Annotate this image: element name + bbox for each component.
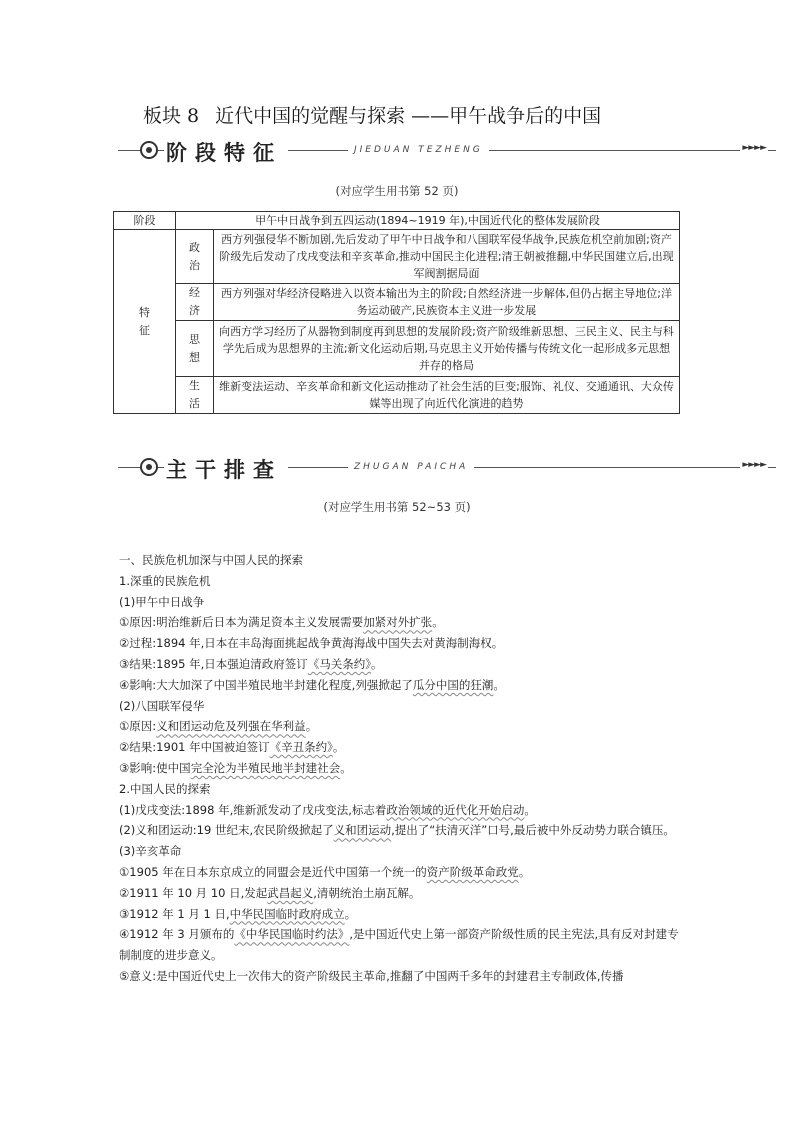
- target-icon: [140, 458, 158, 476]
- list-item: ③影响:使中国完全沦为半殖民地半封建社会。: [119, 760, 352, 775]
- arrows-icon: ►►►►: [742, 460, 766, 470]
- row-label: 政治: [189, 240, 200, 272]
- subheading: (2)八国联军侵华: [119, 698, 205, 713]
- list-item: ②1911 年 10 月 10 日,发起武昌起义,清朝统治土崩瓦解。: [119, 885, 421, 900]
- stage-text: 甲午中日战争到五四运动(1894~1919 年),中国近代化的整体发展阶段: [176, 212, 680, 230]
- table-row: [114, 284, 680, 321]
- list-item: ①原因:义和团运动危及列强在华利益。: [119, 719, 318, 734]
- list-item: ②结果:1901 年中国被迫签订《辛丑条约》。: [119, 740, 345, 755]
- section-title: 阶段特征: [164, 137, 288, 167]
- table-row: [114, 321, 680, 377]
- title-prefix: 板块: [143, 105, 182, 127]
- list-item: ⑤意义:是中国近代史上一次伟大的资产阶级民主革命,推翻了中国两千多年的封建君主专制政体,传播: [119, 968, 624, 983]
- section-pinyin: JIEDUAN TEZHENG: [348, 145, 489, 155]
- row-text: 维新变法运动、辛亥革命和新文化运动推动了社会生活的巨变;服饰、礼仪、交通通讯、大众传媒等出现了向近代化演进的趋势: [214, 377, 680, 414]
- target-icon: [140, 141, 158, 159]
- row-label: 经济: [189, 286, 200, 317]
- section-header-stage-features: [118, 138, 776, 165]
- row-label-cell: [176, 321, 214, 377]
- section-header-main-check: [118, 455, 776, 482]
- row-label-cell: [176, 284, 214, 321]
- section-pinyin: ZHUGAN PAICHA: [348, 462, 474, 472]
- subheading: 2.中国人民的探索: [119, 781, 211, 796]
- list-item: ④影响:大大加深了中国半殖民地半封建化程度,列强掀起了瓜分中国的狂潮。: [119, 677, 505, 692]
- list-item: ④1912 年 3 月颁布的《中华民国临时约法》,是中国近代史上第一部资产阶级性质的民主宪法,具有反对封建专制制度的进步意义。: [119, 927, 679, 963]
- list-item: (2)义和团运动:19 世纪末,农民阶级掀起了义和团运动,提出了“扶清灭洋”口号,最后被中外反动势力联合镇压。: [119, 823, 675, 838]
- page-reference: (对应学生用书第 52~53 页): [323, 500, 471, 514]
- list-item: ③1912 年 1 月 1 日,中华民国临时政府成立。: [119, 906, 357, 921]
- feature-label: 特征: [139, 305, 150, 337]
- subheading: (3)辛亥革命: [119, 844, 182, 859]
- list-item: ①1905 年在日本东京成立的同盟会是近代中国第一个统一的资产阶级革命政党。: [119, 864, 531, 879]
- row-label-cell: [176, 377, 214, 414]
- list-item: ①原因:明治维新后日本为满足资本主义发展需要加紧对外扩张。: [119, 615, 444, 630]
- stage-features-table: [113, 211, 680, 414]
- list-item: ③结果:1895 年,日本强迫清政府签订《马关条约》。: [119, 656, 383, 671]
- section-title: 主干排查: [164, 454, 288, 484]
- title-number: 8: [187, 105, 200, 127]
- feature-label-cell: [114, 230, 176, 414]
- page-title: [143, 101, 601, 128]
- list-item: (1)戊戌变法:1898 年,维新派发动了戊戌变法,标志着政治领域的近代化开始启动。: [119, 802, 536, 817]
- stage-label: 阶段: [114, 212, 176, 230]
- subheading: 1.深重的民族危机: [119, 573, 211, 588]
- subheading: (1)甲午中日战争: [119, 594, 205, 609]
- arrows-icon: ►►►►: [742, 143, 766, 153]
- page-reference: (对应学生用书第 52 页): [335, 184, 459, 198]
- row-label: 生活: [189, 379, 200, 410]
- heading: 一、民族危机加深与中国人民的探索: [119, 553, 303, 567]
- row-text: 向西方学习经历了从器物到制度再到思想的发展阶段;资产阶级维新思想、三民主义、民主与科学先后成为思想界的主流;新文化运动后期,马克思主义开始传播与传统文化一起形成多元思想并存的格局: [214, 321, 680, 377]
- table-row: [114, 377, 680, 414]
- row-label: 思想: [189, 332, 200, 364]
- row-label-cell: [176, 230, 214, 284]
- table-row: [114, 230, 680, 284]
- row-text: 西方列强对华经济侵略进入以资本输出为主的阶段;自然经济进一步解体,但仍占据主导地位;洋务运动破产,民族资本主义进一步发展: [214, 284, 680, 321]
- table-row: [114, 212, 680, 230]
- title-text: 近代中国的觉醒与探索 ——甲午战争后的中国: [215, 105, 602, 127]
- row-text: 西方列强侵华不断加剧,先后发动了甲午中日战争和八国联军侵华战争,民族危机空前加剧;资产阶级先后发动了戊戌变法和辛亥革命,推动中国民主化进程;清王朝被推翻,中华民国建立后,出现军阀割据局面: [214, 230, 680, 284]
- list-item: ②过程:1894 年,日本在丰岛海面挑起战争黄海海战中国失去对黄海制海权。: [119, 636, 504, 651]
- main-content: [119, 550, 679, 987]
